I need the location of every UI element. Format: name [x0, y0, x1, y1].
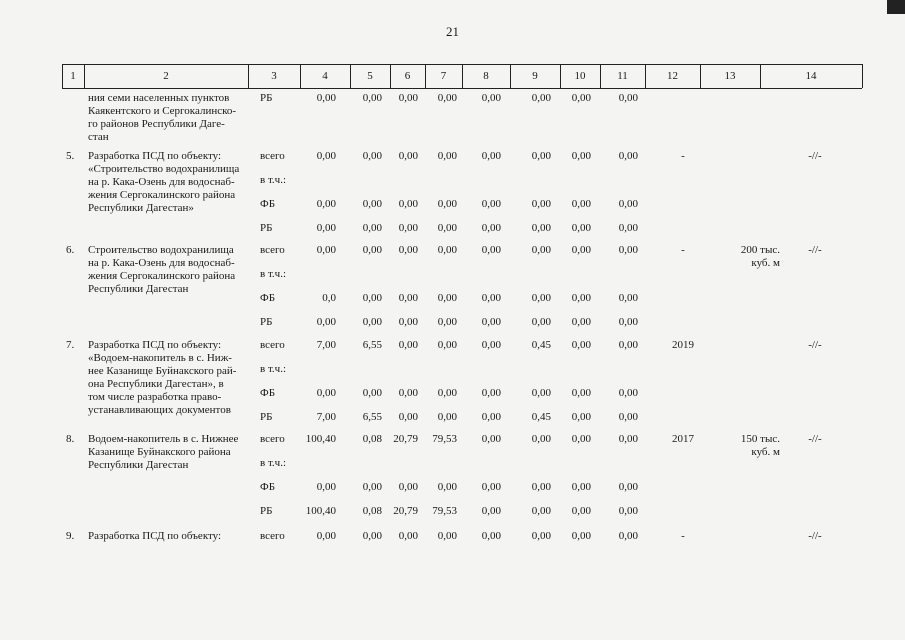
value-cell: 0,00: [531, 244, 551, 256]
value-cell: 0,00: [531, 387, 551, 399]
header-cell: 4: [322, 70, 328, 82]
description-line: Республики Дагестан: [88, 459, 189, 471]
value-cell: 0,00: [481, 316, 501, 328]
funding-label: в т.ч.:: [260, 174, 287, 186]
continued-description: [88, 92, 236, 144]
value-cell: 0,00: [437, 387, 457, 399]
header-cell: 8: [483, 70, 489, 82]
funding-label: РБ: [260, 92, 273, 104]
value-cell: 0,00: [362, 92, 382, 104]
description-line: ния семи населенных пунктов: [88, 92, 230, 104]
header-cell: 2: [163, 70, 169, 82]
value-cell: 0,00: [398, 339, 418, 351]
value-cell: 0,00: [618, 92, 638, 104]
value-cell: 0,00: [531, 222, 551, 234]
value-cell: 0,00: [618, 339, 638, 351]
header-cell: 14: [805, 70, 817, 82]
capacity-line: куб. м: [751, 257, 780, 269]
value-cell: 0,00: [618, 411, 638, 423]
value-cell: 0,00: [481, 481, 501, 493]
item-number: 5.: [66, 150, 75, 162]
value-cell: 100,40: [305, 505, 336, 517]
description-line: на р. Кака-Озень для водоснаб-: [88, 257, 235, 269]
value-cell: 0,00: [316, 387, 336, 399]
value-cell: 0,00: [437, 150, 457, 162]
value-cell: 0,00: [571, 411, 591, 423]
value-cell: 0,00: [398, 92, 418, 104]
value-cell: 0,00: [316, 92, 336, 104]
value-cell: 0,00: [481, 150, 501, 162]
value-cell: 0,00: [481, 387, 501, 399]
value-cell: 0,00: [618, 222, 638, 234]
year-cell: -: [681, 530, 685, 542]
capacity-line: куб. м: [751, 446, 780, 458]
value-cell: 0,00: [571, 222, 591, 234]
funding-label: ФБ: [260, 481, 276, 493]
value-cell: 0,00: [618, 387, 638, 399]
value-cell: 20,79: [393, 505, 418, 517]
value-cell: 0,00: [398, 222, 418, 234]
header-cell: 11: [617, 70, 628, 82]
executor-cell: -//-: [808, 433, 822, 445]
executor-cell: -//-: [808, 244, 822, 256]
header-cell: 12: [667, 70, 678, 82]
funding-label: в т.ч.:: [260, 363, 287, 375]
value-cell: 7,00: [316, 339, 336, 351]
value-cell: 0,00: [437, 481, 457, 493]
description-line: жения Сергокалинского района: [88, 189, 236, 201]
value-cell: 0,00: [398, 244, 418, 256]
value-cell: 0,00: [481, 198, 501, 210]
description-line: жения Сергокалинского района: [88, 270, 236, 282]
description-line: Разработка ПСД по объекту:: [88, 339, 222, 351]
funding-label: всего: [260, 244, 285, 256]
value-cell: 0,00: [571, 387, 591, 399]
capacity-line: 150 тыс.: [740, 433, 780, 445]
value-cell: 0,00: [481, 244, 501, 256]
funding-label: РБ: [260, 222, 273, 234]
value-cell: 0,00: [362, 481, 382, 493]
description-line: на р. Кака-Озень для водоснаб-: [88, 176, 235, 188]
value-cell: 0,00: [531, 198, 551, 210]
value-cell: 0,00: [398, 292, 418, 304]
value-cell: 0,00: [398, 387, 418, 399]
value-cell: 0,00: [618, 198, 638, 210]
value-cell: 0,00: [398, 481, 418, 493]
year-cell: 2017: [672, 433, 694, 445]
value-cell: 0,00: [481, 530, 501, 542]
value-cell: 0,00: [481, 339, 501, 351]
value-cell: 0,00: [362, 198, 382, 210]
value-cell: 0,00: [316, 198, 336, 210]
value-cell: 0,00: [362, 292, 382, 304]
value-cell: 0,00: [316, 222, 336, 234]
value-cell: 0,00: [531, 292, 551, 304]
value-cell: 0,00: [571, 505, 591, 517]
funding-label: ФБ: [260, 292, 276, 304]
value-cell: 0,00: [571, 530, 591, 542]
description-line: нее Казанище Буйнакского рай-: [88, 365, 237, 377]
value-cell: 0,45: [531, 411, 551, 423]
capacity-line: 200 тыс.: [740, 244, 780, 256]
header-cell: 6: [404, 70, 411, 82]
description-line: стан: [88, 131, 109, 143]
executor-cell: -//-: [808, 150, 822, 162]
funding-label: всего: [260, 530, 285, 542]
value-cell: 0,00: [362, 150, 382, 162]
value-cell: 0,00: [571, 433, 591, 445]
value-cell: 0,00: [571, 150, 591, 162]
value-cell: 0,00: [437, 222, 457, 234]
value-cell: 0,00: [618, 433, 638, 445]
value-cell: 0,00: [618, 150, 638, 162]
value-cell: 0,00: [398, 411, 418, 423]
value-cell: 0,00: [398, 198, 418, 210]
value-cell: 0,00: [437, 530, 457, 542]
page-number: 21: [446, 24, 459, 39]
year-cell: 2019: [672, 339, 694, 351]
value-cell: 0,00: [398, 316, 418, 328]
year-cell: -: [681, 150, 685, 162]
description-line: том числе разработка право-: [88, 391, 222, 403]
header-divider: [862, 64, 863, 88]
item-description: [88, 244, 235, 296]
capacity-cell: [700, 244, 780, 270]
value-cell: 0,00: [437, 316, 457, 328]
funding-label: всего: [260, 150, 285, 162]
funding-label: ФБ: [260, 387, 276, 399]
value-cell: 0,00: [362, 244, 382, 256]
description-line: Разработка ПСД по объекту:: [88, 150, 222, 162]
value-cell: 0,0: [322, 292, 336, 304]
value-cell: 0,00: [398, 530, 418, 542]
value-cell: 0,08: [362, 505, 382, 517]
description-line: Водоем-накопитель в с. Нижнее: [88, 433, 239, 445]
value-cell: 0,00: [571, 339, 591, 351]
value-cell: 0,00: [481, 411, 501, 423]
value-cell: 79,53: [432, 433, 457, 445]
value-cell: 7,00: [316, 411, 336, 423]
value-cell: 0,00: [316, 244, 336, 256]
description-line: Каякентского и Сергокалинско-: [88, 105, 237, 117]
value-cell: 0,00: [362, 530, 382, 542]
description-line: устанавливающих документов: [88, 404, 231, 416]
value-cell: 6,55: [362, 339, 382, 351]
value-cell: 6,55: [362, 411, 382, 423]
header-cell: 5: [367, 70, 373, 82]
funding-label: всего: [260, 339, 285, 351]
funding-label: в т.ч.:: [260, 268, 287, 280]
header-cell: 3: [271, 70, 277, 82]
description-line: Республики Дагестан: [88, 283, 189, 295]
value-cell: 0,00: [481, 292, 501, 304]
value-cell: 0,00: [362, 222, 382, 234]
value-cell: 0,00: [316, 150, 336, 162]
item-number: 7.: [66, 339, 75, 351]
description-line: Казанище Буйнакского района: [88, 446, 231, 458]
value-cell: 0,00: [618, 316, 638, 328]
value-cell: 0,00: [531, 433, 551, 445]
description-line: го районов Республики Даге-: [88, 118, 225, 130]
year-cell: -: [681, 244, 685, 256]
value-cell: 0,00: [437, 339, 457, 351]
value-cell: 0,00: [571, 92, 591, 104]
value-cell: 0,00: [531, 505, 551, 517]
value-cell: 0,00: [531, 481, 551, 493]
value-cell: 0,00: [437, 292, 457, 304]
funding-label: всего: [260, 433, 285, 445]
funding-label: РБ: [260, 411, 273, 423]
value-cell: 0,00: [571, 316, 591, 328]
value-cell: 79,53: [432, 505, 457, 517]
value-cell: 0,00: [571, 198, 591, 210]
item-number: 6.: [66, 244, 75, 256]
value-cell: 0,00: [362, 316, 382, 328]
header-bottom-rule: [62, 88, 862, 89]
value-cell: 0,00: [618, 505, 638, 517]
value-cell: 0,00: [437, 411, 457, 423]
header-cell: 13: [724, 70, 736, 82]
header-cell: 10: [574, 70, 586, 82]
description-line: Строительство водохранилища: [88, 244, 234, 256]
value-cell: 0,00: [481, 505, 501, 517]
value-cell: 0,00: [362, 387, 382, 399]
header-cell: 9: [532, 70, 538, 82]
value-cell: 0,00: [618, 292, 638, 304]
value-cell: 20,79: [393, 433, 418, 445]
value-cell: 0,00: [437, 198, 457, 210]
funding-label: ФБ: [260, 198, 276, 210]
value-cell: 0,00: [437, 244, 457, 256]
header-cell: 7: [440, 70, 447, 82]
item-description: [88, 339, 236, 417]
value-cell: 0,00: [571, 244, 591, 256]
value-cell: 0,00: [531, 316, 551, 328]
value-cell: 0,00: [571, 292, 591, 304]
funding-label: в т.ч.:: [260, 457, 287, 469]
item-number: 9.: [66, 530, 75, 542]
item-description: [88, 150, 239, 215]
description-line: Разработка ПСД по объекту:: [88, 530, 222, 542]
value-cell: 0,45: [531, 339, 551, 351]
value-cell: 0,00: [531, 530, 551, 542]
value-cell: 0,00: [481, 433, 501, 445]
value-cell: 0,00: [316, 316, 336, 328]
value-cell: 100,40: [305, 433, 336, 445]
capacity-cell: [700, 433, 780, 459]
value-cell: 0,00: [481, 92, 501, 104]
executor-cell: -//-: [808, 530, 822, 542]
item-description: [88, 433, 238, 472]
value-cell: 0,00: [531, 92, 551, 104]
description-line: Республики Дагестан»: [88, 202, 194, 214]
value-cell: 0,00: [618, 530, 638, 542]
value-cell: 0,00: [618, 481, 638, 493]
value-cell: 0,00: [437, 92, 457, 104]
header-cell: 1: [70, 70, 76, 82]
scan-corner-mark: [887, 0, 905, 14]
value-cell: 0,00: [531, 150, 551, 162]
description-line: «Водоем-накопитель в с. Ниж-: [88, 352, 232, 364]
value-cell: 0,08: [362, 433, 382, 445]
value-cell: 0,00: [481, 222, 501, 234]
value-cell: 0,00: [316, 530, 336, 542]
description-line: «Строительство водохранилища: [88, 163, 240, 175]
item-description: [88, 530, 221, 543]
value-cell: 0,00: [571, 481, 591, 493]
funding-label: РБ: [260, 505, 273, 517]
value-cell: 0,00: [618, 244, 638, 256]
description-line: она Республики Дагестан», в: [88, 378, 224, 390]
value-cell: 0,00: [316, 481, 336, 493]
funding-label: РБ: [260, 316, 273, 328]
item-number: 8.: [66, 433, 75, 445]
executor-cell: -//-: [808, 339, 822, 351]
value-cell: 0,00: [398, 150, 418, 162]
